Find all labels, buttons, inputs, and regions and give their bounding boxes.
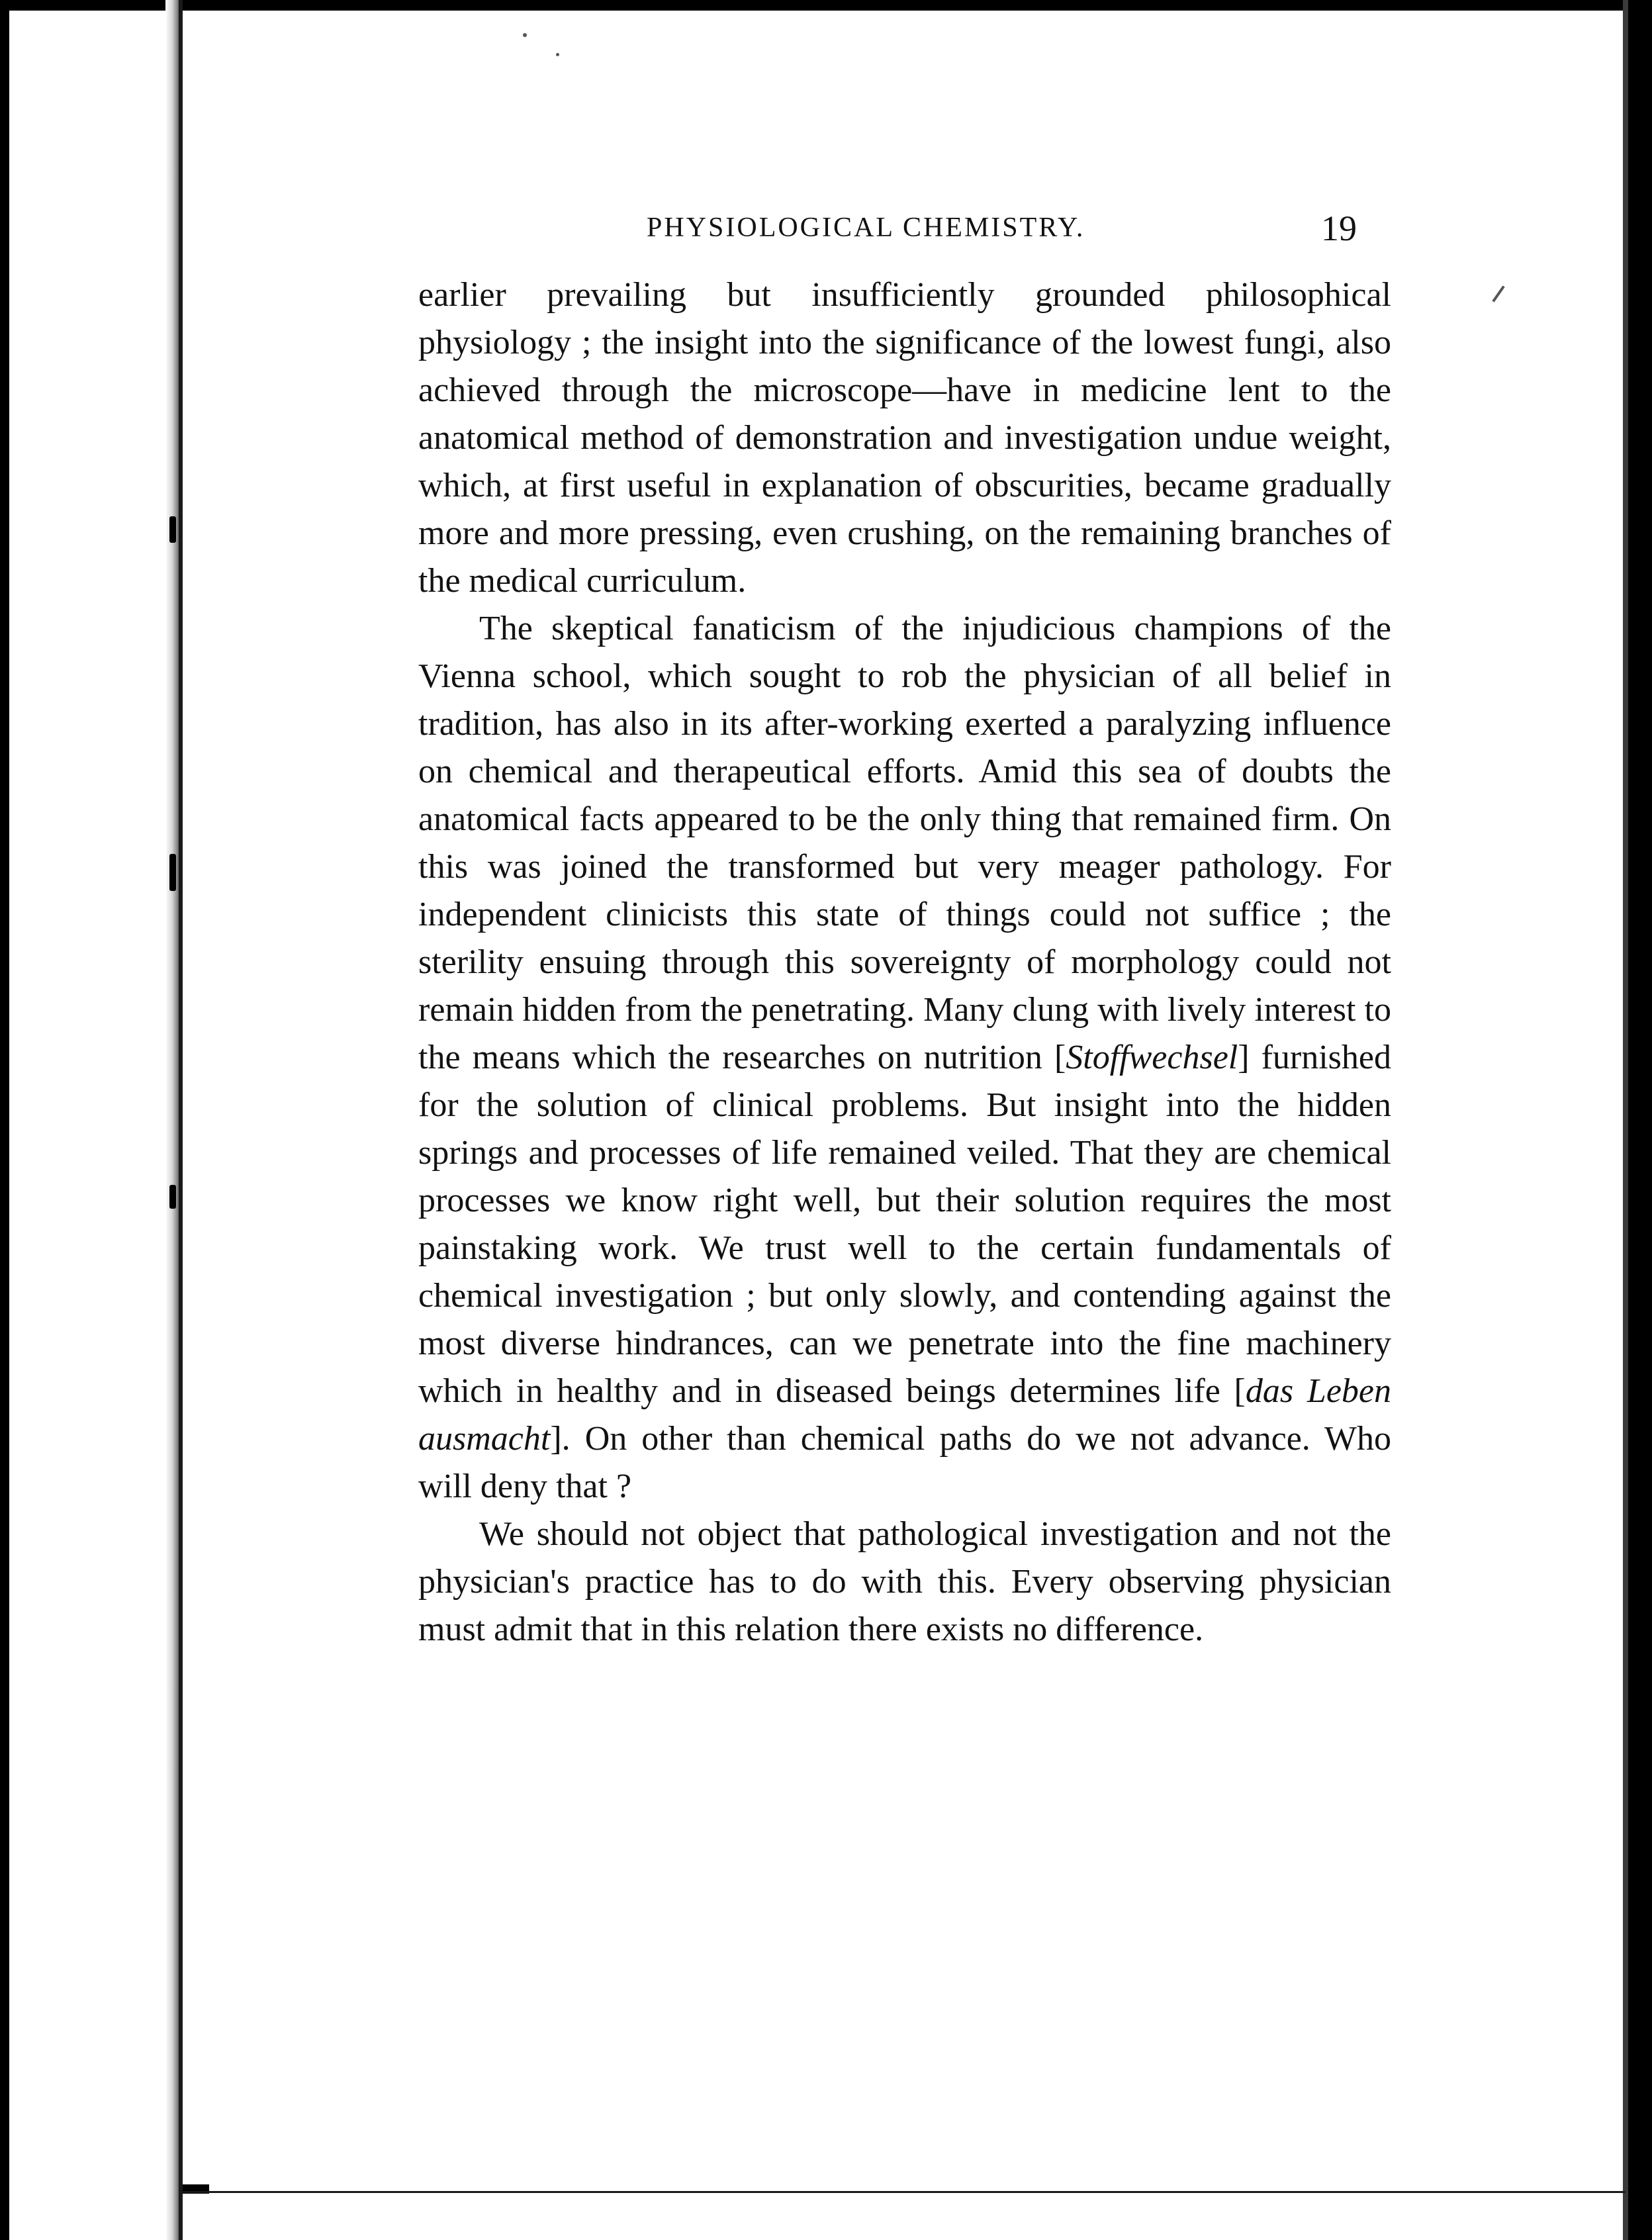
binding-mark: [169, 516, 176, 543]
paragraph-text: The skeptical fanaticism of the injudicious champions of the Vienna school, which sought to rob the physician of all belief in tradition, has also in its after-working exerted a paralyzing influence on chemical and therapeutical efforts. Amid this sea of doubts the anatomical facts appeared to be the only thing that remained firm. On this was joined the transformed but very meager pathology. For independent clinicists this state of things could not suffice ; the sterility ensuing through this sovereignty of morphology could not remain hidden from the penetrating. Many clung with lively interest to the means which the researches on nutrition [: [418, 610, 1391, 1076]
paragraph: [418, 271, 1391, 605]
scan-speck: [1492, 285, 1504, 302]
body-text: [418, 271, 1391, 1654]
paragraph: [418, 1511, 1391, 1654]
paragraph-text: We should not object that pathological investigation and not the physician's practice has to do with this. Every observing physician must admit that in this relation there exists no difference.: [418, 1515, 1391, 1648]
scan-right-edge: [1628, 0, 1652, 2240]
page-bottom-edge: [183, 2191, 1626, 2193]
scan-left-edge: [0, 0, 9, 2240]
paragraph-text: earlier prevailing but insufficiently grounded philosophical physiology ; the insight into the significance of the lowest fungi, also achieved through the microscope—have in medicine lent to the anatomical method of demonstration and investigation undue weight, which, at first useful in explanation of obscurities, became gradually more and more pressing, even crushing, on the remaining branches of the medical curriculum.: [418, 276, 1391, 600]
running-head-title: PHYSIOLOGICAL CHEMISTRY.: [647, 212, 1085, 243]
binding-mark: [169, 854, 176, 891]
running-head: [418, 199, 1391, 271]
scan-speck: [523, 33, 527, 37]
book-page: [418, 199, 1391, 1654]
binding-line: [179, 0, 183, 2240]
scan-top-border: [0, 0, 1652, 11]
paragraph-text: ]. On other than chemical paths do we not advance. Who will deny that ?: [418, 1420, 1391, 1505]
paragraph-text: ] furnished for the solution of clinical problems. But insight into the hidden springs and processes of life remained veiled. That they are chemical processes we know right well, but their solution requires the most painstaking work. We trust well to the certain fundamentals of chemical investigation ; but only slowly, and contending against the most diverse hindrances, can we penetrate into the fine machinery which in healthy and in diseased beings determines life [: [418, 1039, 1391, 1410]
scan-speck: [556, 53, 559, 56]
italic-term: Stoffwechsel: [1066, 1039, 1238, 1076]
scan-right-edge-shadow: [1623, 0, 1628, 2240]
paragraph: [418, 605, 1391, 1511]
binding-shadow: [165, 0, 180, 2240]
italic-term: das Leben ausmacht: [418, 1372, 1391, 1458]
page-number: 19: [1321, 209, 1357, 248]
binding-mark: [169, 1185, 176, 1209]
